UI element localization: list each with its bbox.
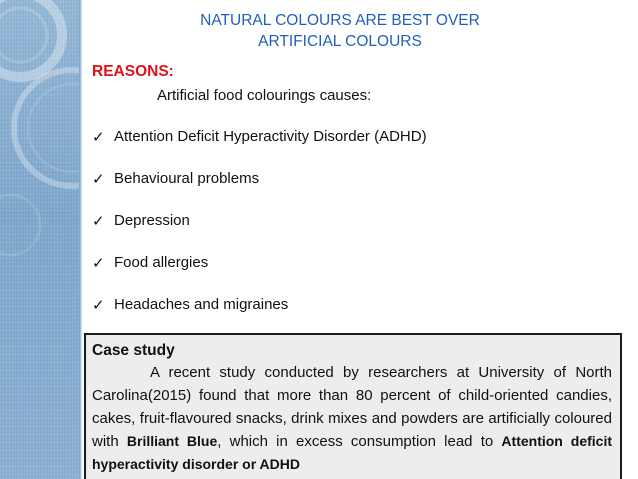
slide-title-line1: NATURAL COLOURS ARE BEST OVER: [200, 12, 480, 29]
case-study-emphasis-adhd: Attention deficit hyperactivity disorder or ADHD: [92, 433, 612, 472]
list-item: [92, 170, 427, 212]
reasons-label: REASONS:: [92, 63, 174, 80]
decorative-circles-icon: [0, 0, 82, 479]
list-item-text: Depression: [114, 212, 190, 229]
case-study-text-1: A recent study conducted by researchers at University of North Carolina(2015) found that more than 80 percent of child-oriented candies, cakes, fruit-flavoured snacks, drink mixes and powders are artificially coloured with: [92, 364, 612, 450]
decorative-sidebar: [0, 0, 82, 479]
case-study-emphasis-brilliant-blue: Brilliant Blue: [126, 433, 218, 449]
list-item: [92, 296, 427, 338]
list-item: [92, 128, 427, 170]
checkmark-icon: ✓: [92, 129, 105, 146]
checkmark-icon: ✓: [92, 255, 105, 272]
checkmark-icon: ✓: [92, 297, 105, 314]
list-item-text: Behavioural problems: [114, 170, 260, 187]
case-study-body: [92, 361, 612, 476]
slide-title-line2: ARTIFICIAL COLOURS: [258, 33, 422, 50]
case-study-text-2: , which in excess consumption lead to: [217, 433, 494, 450]
intro-text: Artificial food colourings causes:: [157, 87, 372, 104]
list-item: [92, 254, 427, 296]
checkmark-icon: ✓: [92, 171, 105, 188]
list-item-text: Headaches and migraines: [114, 296, 289, 313]
slide-title: [140, 10, 540, 52]
list-item-text: Food allergies: [114, 254, 209, 271]
list-item-text: Attention Deficit Hyperactivity Disorder (ADHD): [114, 128, 427, 145]
case-study-heading: Case study: [92, 342, 175, 359]
reasons-list: [92, 128, 427, 338]
checkmark-icon: ✓: [92, 213, 105, 230]
sidebar-seam: [79, 0, 82, 479]
case-study-box: [84, 333, 622, 479]
list-item: [92, 212, 427, 254]
